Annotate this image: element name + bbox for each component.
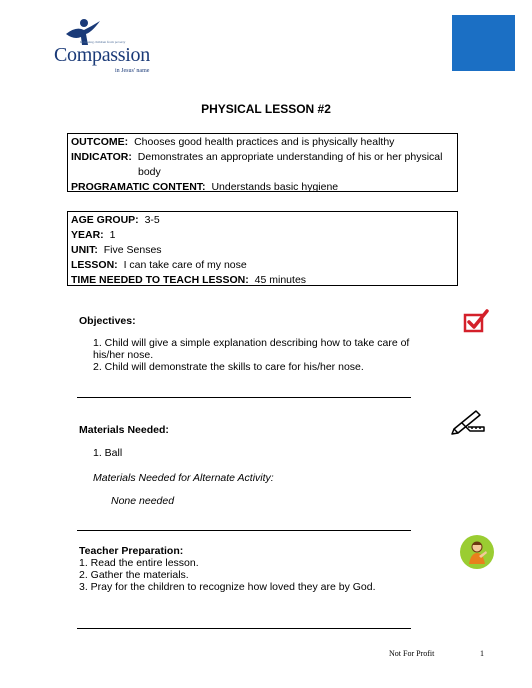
materials-alt-heading: Materials Needed for Alternate Activity: <box>93 472 274 484</box>
teacher-prep-item-2: 2. Gather the materials. <box>79 569 189 581</box>
objective-item-1: 1. Child will give a simple explanation describing how to take care of <box>93 337 410 349</box>
section-divider-2 <box>77 530 411 531</box>
age-value: 3-5 <box>144 214 160 226</box>
unit-value: Five Senses <box>103 244 162 256</box>
objective-item-1-cont: his/her nose. <box>93 349 154 361</box>
unit-row <box>71 243 454 258</box>
indicator-value-cont: body <box>138 166 161 178</box>
footer-text: Not For Profit <box>389 649 435 658</box>
compassion-logo <box>54 18 164 74</box>
objectives-heading: Objectives: <box>79 315 136 327</box>
logo-name: Compassion <box>54 44 150 66</box>
page-title: PHYSICAL LESSON #2 <box>201 102 331 116</box>
materials-item-1: 1. Ball <box>93 447 123 459</box>
lesson-row <box>71 258 454 273</box>
year-row <box>71 228 454 243</box>
year-value: 1 <box>109 229 116 241</box>
indicator-value: Demonstrates an appropriate understanding of his or her physical <box>137 151 443 163</box>
teacher-prep-heading: Teacher Preparation: <box>79 545 184 557</box>
indicator-label: INDICATOR: <box>71 151 132 163</box>
teacher-prep-item-1: 1. Read the entire lesson. <box>79 557 199 569</box>
outcome-value: Chooses good health practices and is physically healthy <box>134 136 395 148</box>
outcome-row <box>71 135 454 150</box>
age-label: AGE GROUP: <box>71 214 139 226</box>
indicator-row <box>71 150 454 165</box>
teacher-icon <box>459 534 495 570</box>
content-row <box>71 180 454 195</box>
lesson-label: LESSON: <box>71 259 118 271</box>
outcome-label: OUTCOME: <box>71 136 129 148</box>
checkbox-check-icon <box>463 309 489 333</box>
time-row <box>71 273 454 288</box>
time-value: 45 minutes <box>254 274 307 286</box>
section-divider-1 <box>77 397 411 398</box>
age-row <box>71 213 454 228</box>
materials-alt-value: None needed <box>111 495 175 507</box>
indicator-row-cont <box>71 165 454 180</box>
pencil-ruler-icon <box>450 407 486 435</box>
objective-item-2: 2. Child will demonstrate the skills to care for his/her nose. <box>93 361 364 373</box>
year-label: YEAR: <box>71 229 104 241</box>
lesson-info-box <box>67 211 458 286</box>
logo-subline: in Jesus' name <box>115 68 150 74</box>
content-value: Understands basic hygiene <box>211 181 339 193</box>
logo-tagline: Releasing children from poverty <box>80 40 126 44</box>
section-divider-3 <box>77 628 411 629</box>
page-number: 1 <box>480 649 484 658</box>
time-label: TIME NEEDED TO TEACH LESSON: <box>71 274 249 286</box>
corner-blue-block <box>452 15 515 71</box>
content-label: PROGRAMATIC CONTENT: <box>71 181 206 193</box>
materials-heading: Materials Needed: <box>79 424 169 436</box>
unit-label: UNIT: <box>71 244 98 256</box>
outcome-box <box>67 133 458 192</box>
teacher-prep-item-3: 3. Pray for the children to recognize how loved they are by God. <box>79 581 376 593</box>
lesson-value: I can take care of my nose <box>123 259 247 271</box>
